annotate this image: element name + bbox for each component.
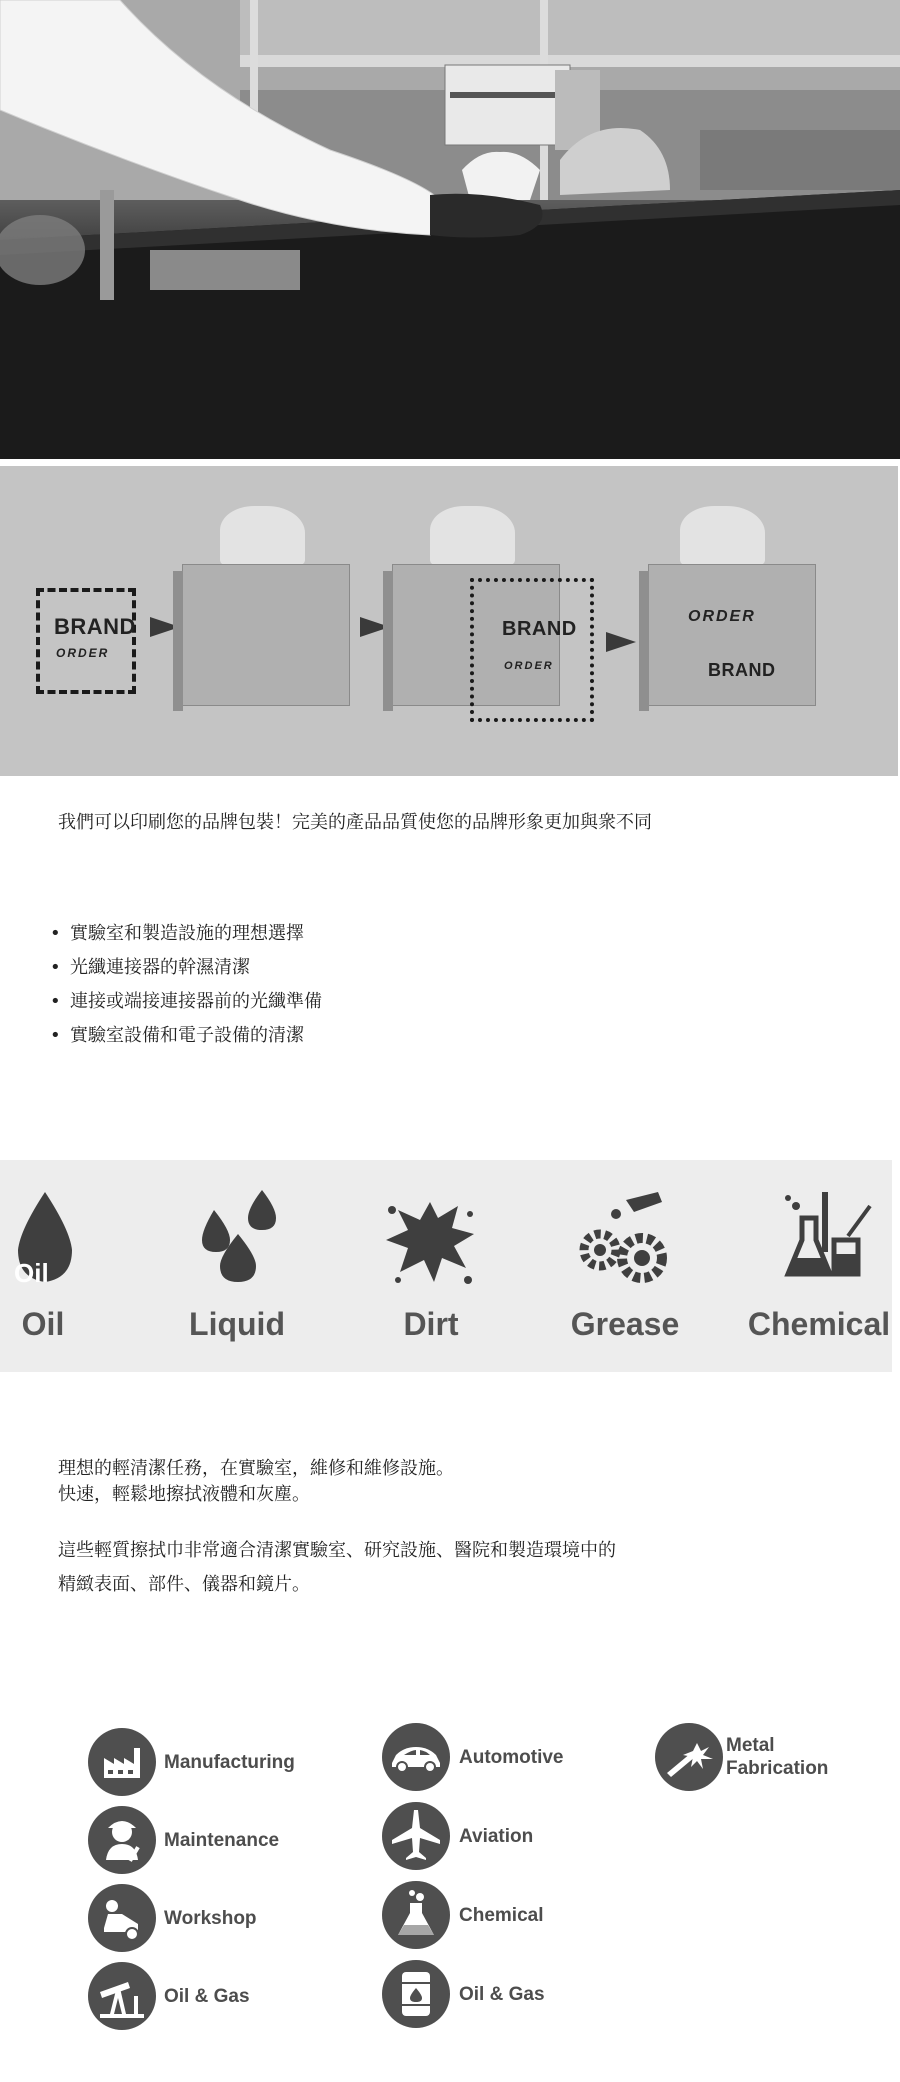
feature-list	[46, 917, 322, 1053]
oil-barrel-icon	[382, 1960, 450, 2028]
list-item: • 光纖連接器的幹濕清潔	[46, 951, 322, 985]
industry-label: Maintenance	[164, 1830, 280, 1851]
description-line: 這些輕質擦拭巾非常適合清潔實驗室、研究設施、醫院和製造環境中的	[58, 1540, 616, 1561]
order-text: ORDER	[56, 646, 110, 660]
list-item: • 連接或端接連接器前的光纖準備	[46, 985, 322, 1019]
description-line: 精緻表面、部件、儀器和鏡片。	[58, 1574, 310, 1595]
mechanic-icon	[88, 1806, 156, 1874]
brand-text: BRAND	[502, 618, 577, 640]
description-line: 快速，輕鬆地擦拭液體和灰塵。	[58, 1484, 310, 1505]
industry-label: Aviation	[459, 1826, 534, 1847]
intro-text: 我們可以印刷您的品牌包裝！完美的產品品質使您的品牌形象更加與衆不同	[58, 812, 652, 833]
clean-label-chemical: Chemical	[747, 1306, 891, 1342]
welding-icon	[655, 1723, 723, 1791]
logo-dashed-frame	[36, 588, 136, 694]
tissue-box	[182, 564, 350, 706]
lab-scene-image	[0, 0, 900, 459]
tissue-sheet	[430, 506, 515, 566]
tissue-sheet	[220, 506, 305, 566]
flask-icon	[382, 1881, 450, 1949]
order-text: ORDER	[688, 608, 756, 625]
clean-label-liquid: Liquid	[189, 1306, 285, 1342]
grease-gears-icon	[576, 1188, 676, 1288]
list-item: • 實驗室和製造設施的理想選擇	[46, 917, 322, 951]
arrow-right-icon	[606, 632, 636, 652]
liquid-drops-icon	[190, 1188, 290, 1288]
clean-label-oil: Oil	[21, 1306, 65, 1342]
industry-label: Automotive	[459, 1747, 564, 1768]
order-text: ORDER	[504, 660, 554, 672]
oil-icon-text: Oil	[14, 1258, 49, 1288]
logo-dotted-frame	[470, 578, 594, 722]
dirt-splat-icon	[380, 1188, 480, 1288]
hero-photo	[0, 0, 900, 459]
brand-text: BRAND	[54, 614, 136, 639]
workshop-car-icon	[88, 1884, 156, 1952]
industry-label: Oil & Gas	[459, 1984, 545, 2005]
clean-label-grease: Grease	[570, 1306, 680, 1342]
industry-label: Manufacturing	[164, 1752, 295, 1773]
factory-icon	[88, 1728, 156, 1796]
car-icon	[382, 1723, 450, 1791]
description-line: 理想的輕清潔任務，在實驗室，維修和維修設施。	[58, 1458, 454, 1479]
industry-label: Oil & Gas	[164, 1986, 250, 2007]
brand-text: BRAND	[708, 660, 776, 680]
chemical-flask-icon	[776, 1188, 876, 1288]
list-item: • 實驗室設備和電子設備的清潔	[46, 1019, 322, 1053]
industry-label: Fabrication	[726, 1758, 829, 1779]
airplane-icon	[382, 1802, 450, 1870]
tissue-box	[648, 564, 816, 706]
oil-pump-icon	[88, 1962, 156, 2030]
clean-label-dirt: Dirt	[403, 1306, 459, 1342]
branding-process-banner	[0, 466, 898, 776]
tissue-sheet	[680, 506, 765, 566]
industry-label: Workshop	[164, 1908, 257, 1929]
industry-label: Chemical	[459, 1905, 544, 1926]
description-block	[58, 1456, 616, 1602]
industry-label: Metal	[726, 1735, 775, 1756]
cleaning-targets-banner	[0, 1160, 892, 1372]
